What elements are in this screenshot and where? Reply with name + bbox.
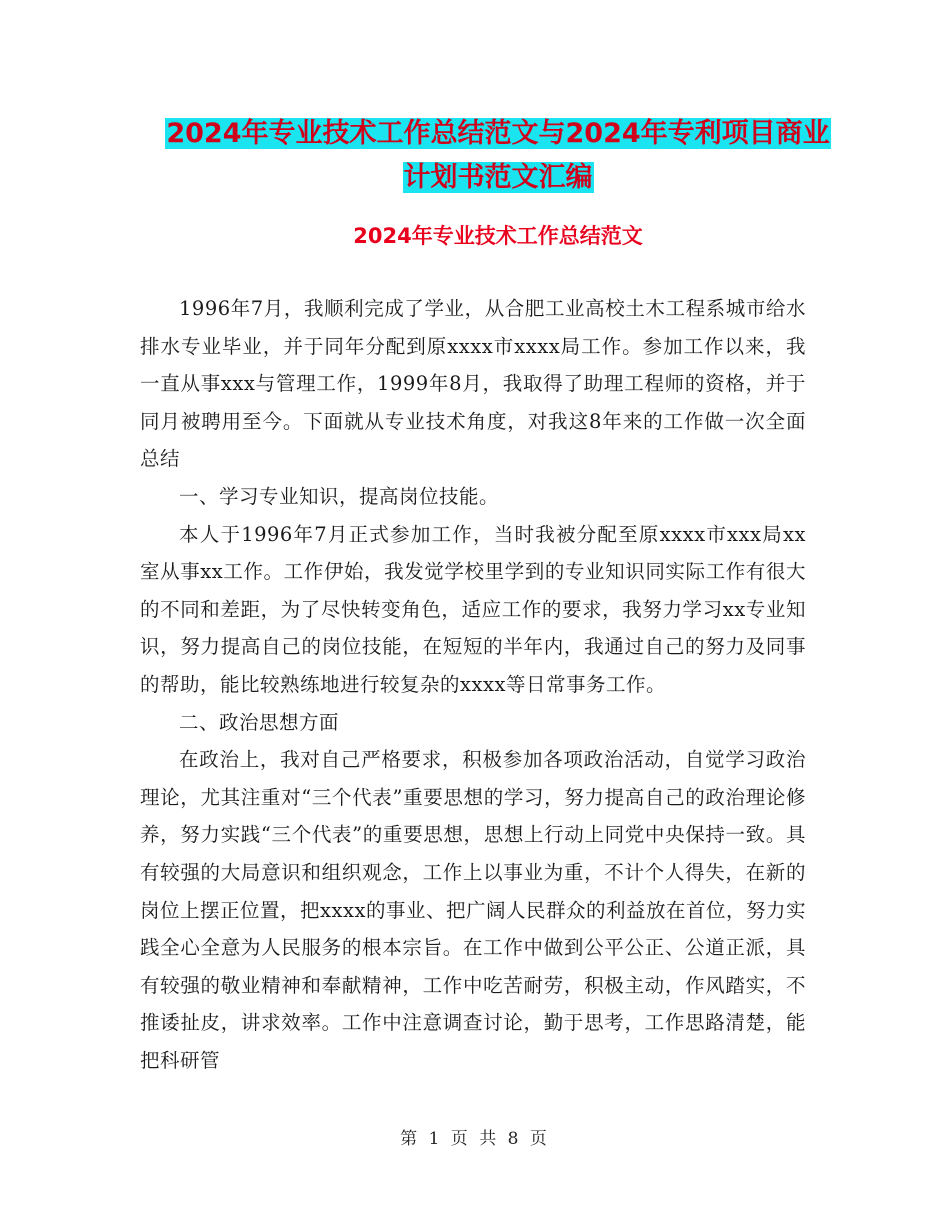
paragraph-intro: 1996年7月，我顺利完成了学业，从合肥工业高校土木工程系城市给水排水专业毕业，并于同年分配到原xxxx市xxxx局工作。参加工作以来，我一直从事xxx与管理工作，1999年8月，我取得了助理工程师的资格，并于同月被聘用至今。下面就从专业技术角度，对我这8年来的工作做一次全面总结 <box>140 297 806 471</box>
paragraph-study-skills: 本人于1996年7月正式参加工作，当时我被分配至原xxxx市xxx局xx室从事xx工作。工作伊始，我发觉学校里学到的专业知识同实际工作有很大的不同和差距，为了尽快转变角色，适应工作的要求，我努力学习xx专业知识，努力提高自己的岗位技能，在短短的半年内，我通过自己的努力及同事的帮助，能比较熟练地进行较复杂的xxxx等日常事务工作。 <box>140 522 806 696</box>
document-title-line-2: 计划书范文汇编 <box>403 162 593 193</box>
paragraph-political-thought: 在政治上，我对自己严格要求，积极参加各项政治活动，自觉学习政治理论，尤其注重对“三个代表”重要思想的学习，努力提高自己的政治理论修养，努力实践“三个代表”的重要思想，思想上行动上同党中央保持一致。具有较强的大局意识和组织观念，工作上以事业为重，不计个人得失，在新的岗位上摆正位置，把xxxx的事业、把广阔人民群众的利益放在首位，努力实践全心全意为人民服务的根本宗旨。在工作中做到公平公正、公道正派，具有较强的敬业精神和奉献精神，工作中吃苦耐劳，积极主动，作风踏实，不推诿扯皮，讲求效率。工作中注意调查讨论，勤于思考，工作思路清楚，能把科研管 <box>140 748 806 1072</box>
document-title <box>140 112 856 200</box>
document-body <box>140 290 806 1079</box>
heading-political-thought: 二、政治思想方面 <box>179 710 340 734</box>
document-title-line-1: 2024年专业技术工作总结范文与2024年专利项目商业 <box>166 118 830 149</box>
page-footer: 第 1 页 共 8 页 <box>400 1129 550 1149</box>
heading-study-skills: 一、学习专业知识，提高岗位技能。 <box>179 484 500 508</box>
section-title: 2024年专业技术工作总结范文 <box>353 224 643 248</box>
